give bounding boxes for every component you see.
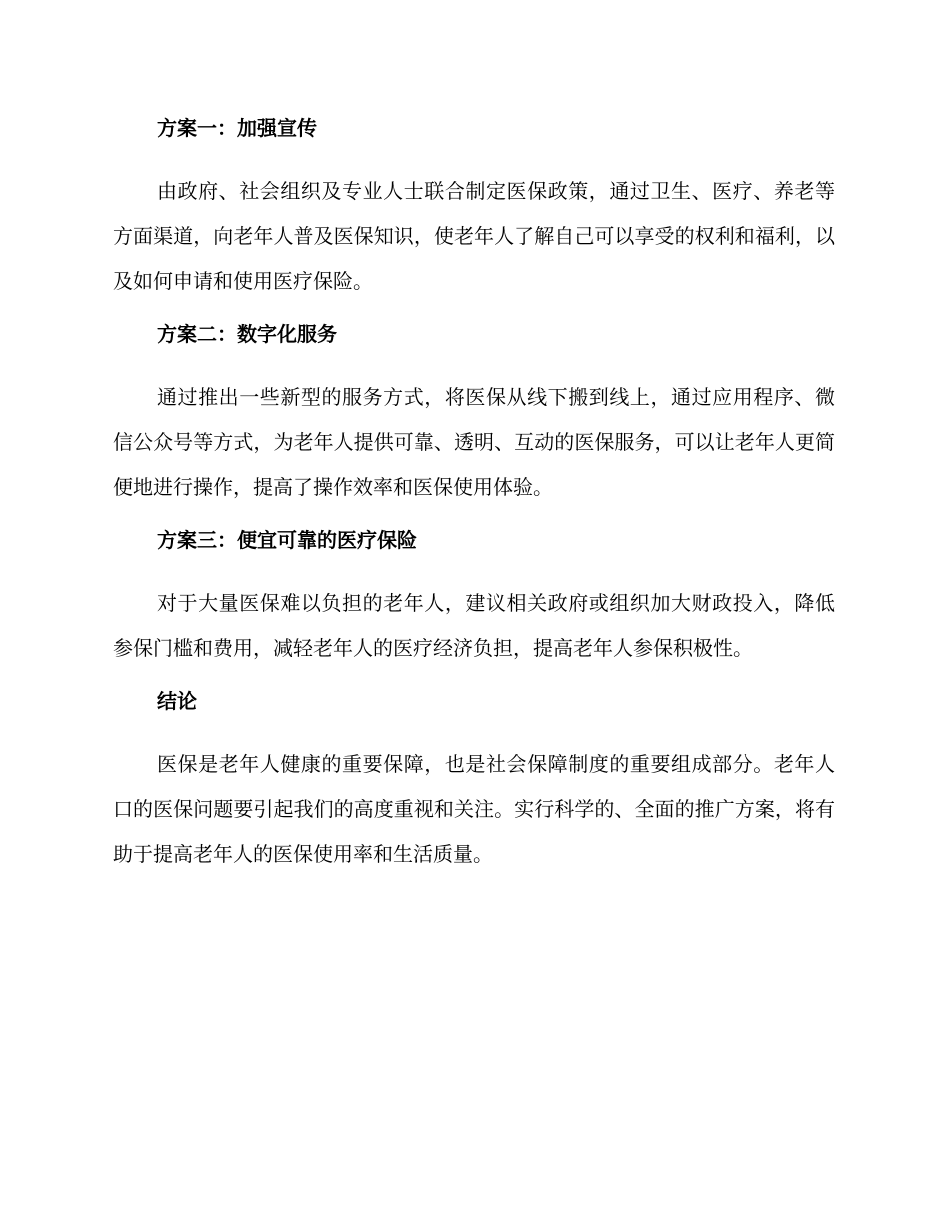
section-heading-conclusion: 结论 — [157, 689, 197, 713]
section-body-plan-2: 通过推出一些新型的服务方式，将医保从线下搬到线上，通过应用程序、微信公众号等方式，为老年人提供可靠、透明、互动的医保服务，可以让老年人更简便地进行操作，提高了操作效率和医保使用体验。 — [113, 385, 835, 499]
section-body-conclusion: 医保是老年人健康的重要保障，也是社会保障制度的重要组成部分。老年人口的医保问题要引起我们的高度重视和关注。实行科学的、全面的推广方案，将有助于提高老年人的医保使用率和生活质量。 — [113, 752, 835, 866]
document-page — [113, 112, 835, 877]
section-heading-plan-2: 方案二：数字化服务 — [157, 322, 337, 346]
section-heading-plan-1: 方案一：加强宣传 — [157, 116, 317, 140]
section-body-plan-1: 由政府、社会组织及专业人士联合制定医保政策，通过卫生、医疗、养老等方面渠道，向老年人普及医保知识，使老年人了解自己可以享受的权利和福利，以及如何申请和使用医疗保险。 — [113, 179, 835, 293]
section-heading-plan-3: 方案三：便宜可靠的医疗保险 — [157, 528, 417, 552]
section-body-plan-3: 对于大量医保难以负担的老年人，建议相关政府或组织加大财政投入，降低参保门槛和费用，减轻老年人的医疗经济负担，提高老年人参保积极性。 — [113, 591, 835, 660]
